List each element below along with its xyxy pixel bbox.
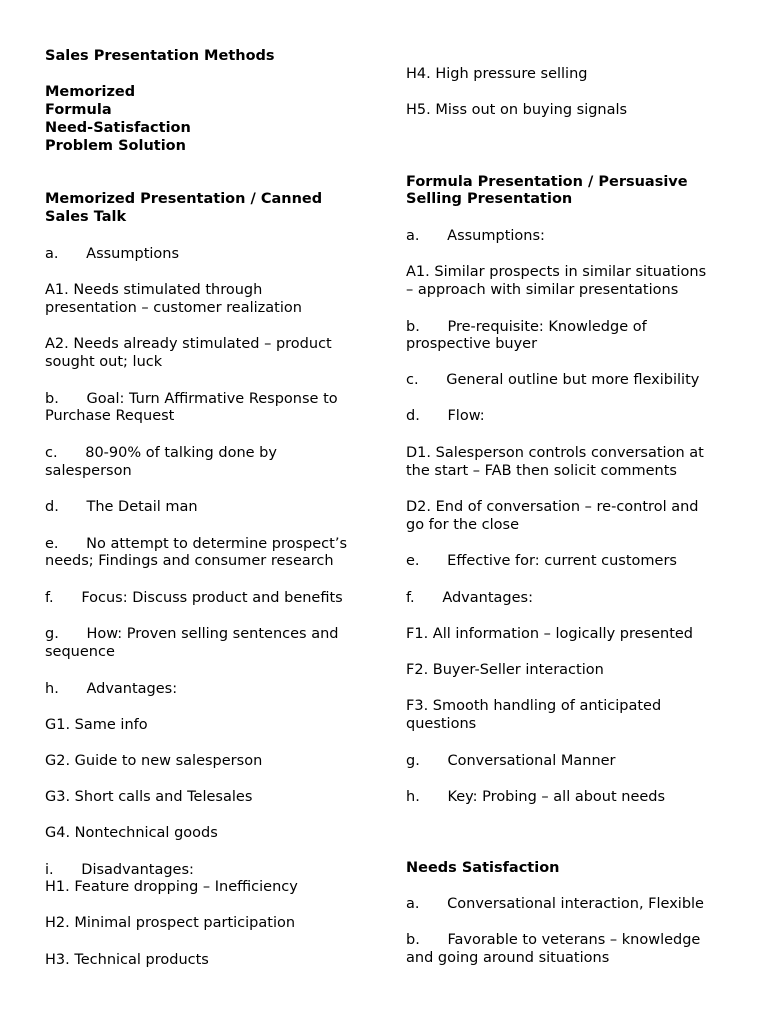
- text-line-g-conversational-manner: g. Conversational Manner: [406, 753, 616, 769]
- text-line-a-assumptions: a. Assumptions: [45, 246, 180, 262]
- text-line-f2-buyer-seller-interaction: F2. Buyer-Seller interaction: [406, 662, 604, 678]
- text-line-a1-similar-prospects-in-similar-situatio: A1. Similar prospects in similar situations: [406, 264, 707, 280]
- heading-memorized-presentation-canned: Memorized Presentation / Canned: [45, 191, 323, 207]
- text-line-h4-high-pressure-selling: H4. High pressure selling: [406, 66, 588, 82]
- text-line-the-start-fab-then-solicit-comments: the start – FAB then solicit comments: [406, 463, 677, 479]
- heading-sales-talk: Sales Talk: [45, 209, 127, 225]
- text-line-a-assumptions: a. Assumptions:: [406, 228, 545, 244]
- text-line-f1-all-information-logically-presented: F1. All information – logically presented: [406, 626, 694, 642]
- heading-needs-satisfaction: Needs Satisfaction: [406, 860, 560, 876]
- text-line-sought-out-luck: sought out; luck: [45, 354, 163, 370]
- text-line-e-no-attempt-to-determine-prospect-s: e. No attempt to determine prospect’s: [45, 536, 348, 552]
- text-line-g4-nontechnical-goods: G4. Nontechnical goods: [45, 825, 218, 841]
- text-line-h1-feature-dropping-inefficiency: H1. Feature dropping – Inefficiency: [45, 879, 298, 895]
- text-line-b-favorable-to-veterans-knowledge: b. Favorable to veterans – knowledge: [406, 932, 701, 948]
- text-line-presentation-customer-realization: presentation – customer realization: [45, 300, 302, 316]
- text-line-c-80-90-of-talking-done-by: c. 80-90% of talking done by: [45, 445, 277, 461]
- text-line-f-focus-discuss-product-and-benefits: f. Focus: Discuss product and benefits: [45, 590, 343, 606]
- text-line-d-the-detail-man: d. The Detail man: [45, 499, 198, 515]
- text-line-b-pre-requisite-knowledge-of: b. Pre-requisite: Knowledge of: [406, 319, 647, 335]
- heading-problem-solution: Problem Solution: [45, 138, 186, 154]
- text-line-f-advantages: f. Advantages:: [406, 590, 533, 606]
- heading-selling-presentation: Selling Presentation: [406, 191, 573, 207]
- heading-formula: Formula: [45, 102, 112, 118]
- text-line-h3-technical-products: H3. Technical products: [45, 952, 209, 968]
- text-line-h-advantages: h. Advantages:: [45, 681, 178, 697]
- heading-formula-presentation-persuasive: Formula Presentation / Persuasive: [406, 174, 688, 190]
- text-line-h-key-probing-all-about-needs: h. Key: Probing – all about needs: [406, 789, 666, 805]
- text-line-and-going-around-situations: and going around situations: [406, 950, 610, 966]
- text-line-e-effective-for-current-customers: e. Effective for: current customers: [406, 553, 677, 569]
- text-line-a1-needs-stimulated-through: A1. Needs stimulated through: [45, 282, 263, 298]
- text-line-d1-salesperson-controls-conversation-at: D1. Salesperson controls conversation at: [406, 445, 704, 461]
- text-line-g2-guide-to-new-salesperson: G2. Guide to new salesperson: [45, 753, 263, 769]
- text-line-g1-same-info: G1. Same info: [45, 717, 148, 733]
- text-line-h5-miss-out-on-buying-signals: H5. Miss out on buying signals: [406, 102, 628, 118]
- text-line-go-for-the-close: go for the close: [406, 517, 519, 533]
- text-line-g-how-proven-selling-sentences-and: g. How: Proven selling sentences and: [45, 626, 339, 642]
- text-line-sequence: sequence: [45, 644, 115, 660]
- text-line-i-disadvantages: i. Disadvantages:: [45, 862, 194, 878]
- text-line-d2-end-of-conversation-re-control-and: D2. End of conversation – re-control and: [406, 499, 699, 515]
- text-line-h2-minimal-prospect-participation: H2. Minimal prospect participation: [45, 915, 296, 931]
- text-line-c-general-outline-but-more-flexibility: c. General outline but more flexibility: [406, 372, 700, 388]
- text-line-purchase-request: Purchase Request: [45, 408, 175, 424]
- heading-memorized: Memorized: [45, 84, 136, 100]
- text-line-f3-smooth-handling-of-anticipated: F3. Smooth handling of anticipated: [406, 698, 662, 714]
- text-line-d-flow: d. Flow:: [406, 408, 485, 424]
- text-line-g3-short-calls-and-telesales: G3. Short calls and Telesales: [45, 789, 253, 805]
- text-line-needs-findings-and-consumer-research: needs; Findings and consumer research: [45, 553, 334, 569]
- text-line-approach-with-similar-presentations: – approach with similar presentations: [406, 282, 679, 298]
- text-line-a-conversational-interaction-flexible: a. Conversational interaction, Flexible: [406, 896, 704, 912]
- text-line-salesperson: salesperson: [45, 463, 132, 479]
- heading-sales-presentation-methods: Sales Presentation Methods: [45, 48, 275, 64]
- text-line-a2-needs-already-stimulated-product: A2. Needs already stimulated – product: [45, 336, 332, 352]
- text-line-b-goal-turn-affirmative-response-to: b. Goal: Turn Affirmative Response to: [45, 391, 338, 407]
- text-line-questions: questions: [406, 716, 477, 732]
- text-line-prospective-buyer: prospective buyer: [406, 336, 538, 352]
- heading-need-satisfaction: Need-Satisfaction: [45, 120, 191, 136]
